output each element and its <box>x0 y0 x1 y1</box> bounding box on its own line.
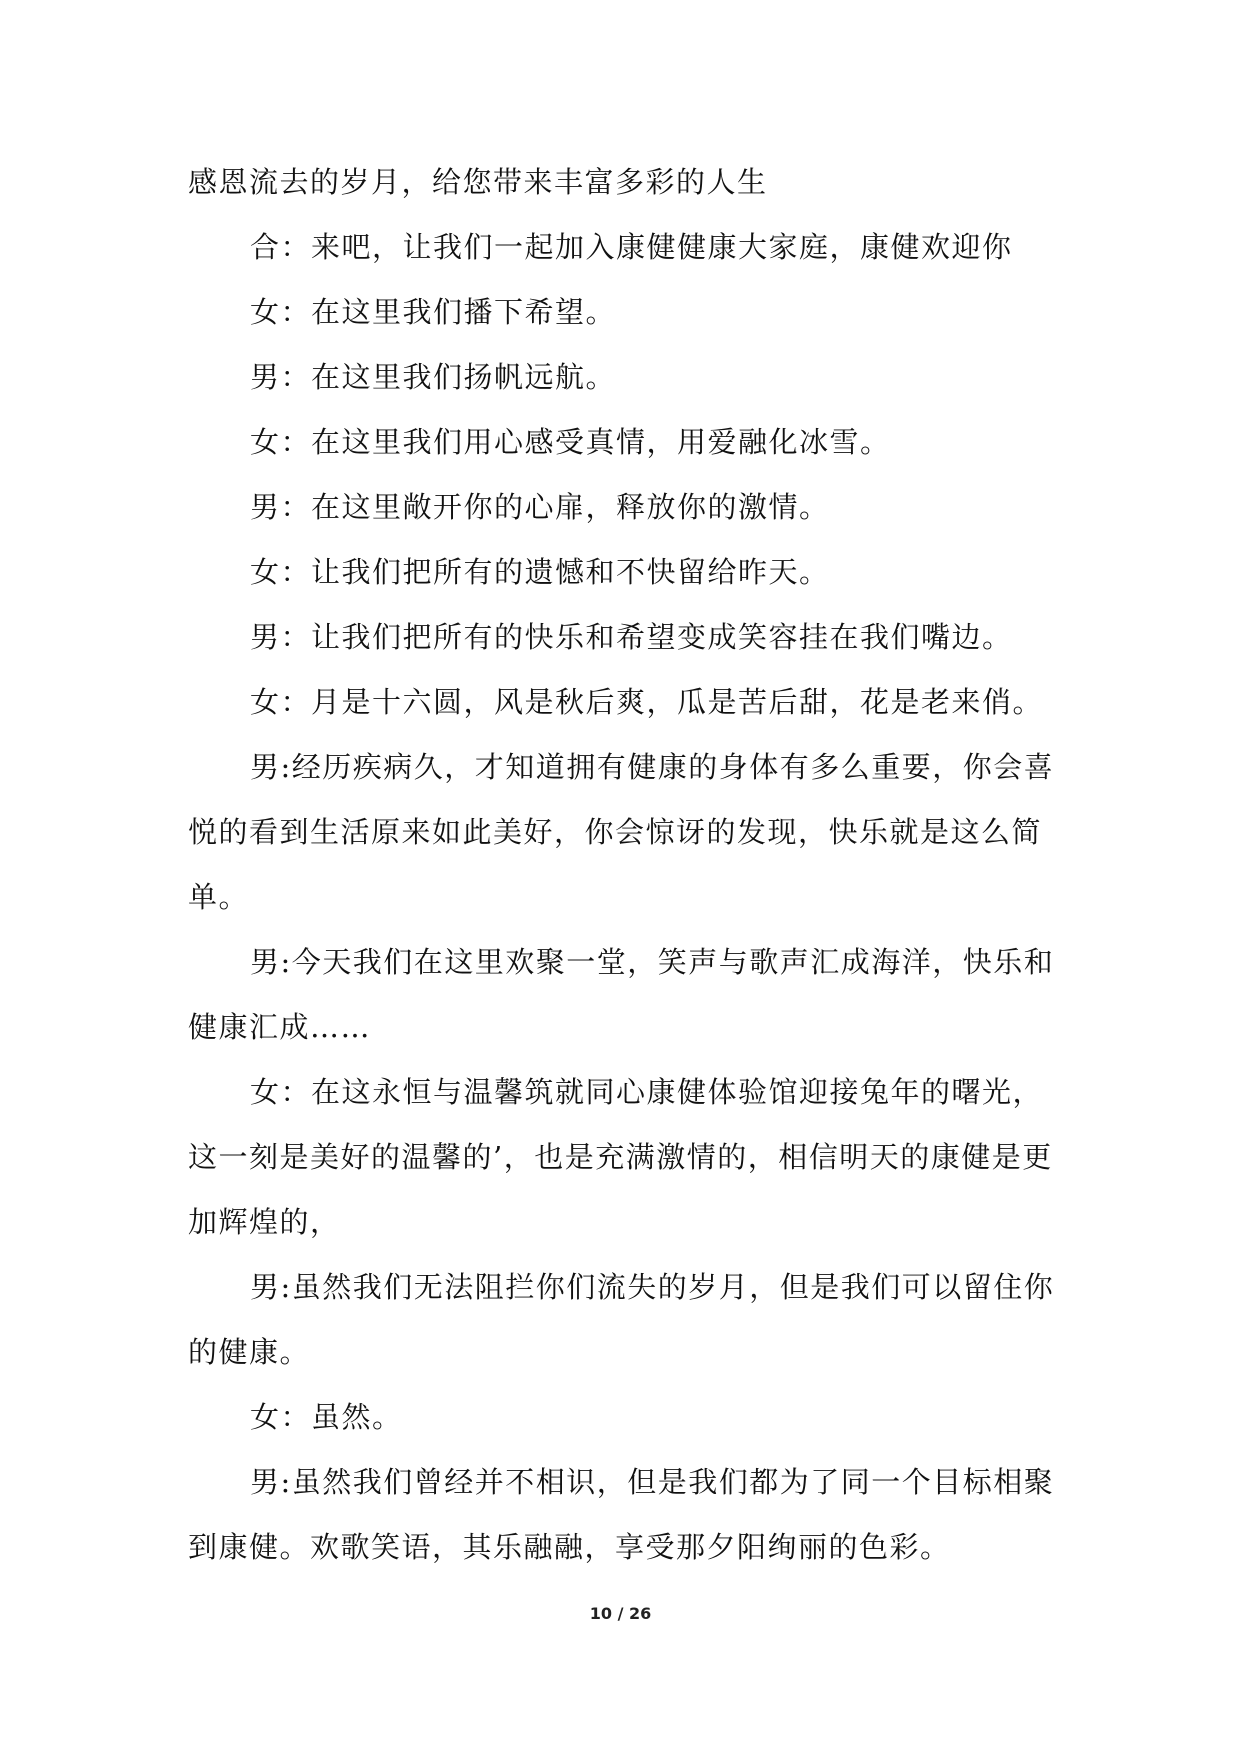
paragraph: 男:今天我们在这里欢聚一堂，笑声与歌声汇成海洋，快乐和健康汇成…… <box>188 945 1055 1044</box>
paragraph: 感恩流去的岁月，给您带来丰富多彩的人生 <box>188 165 768 199</box>
paragraph: 女：虽然。 <box>250 1400 403 1434</box>
paragraph: 女：在这里我们用心感受真情，用爱融化冰雪。 <box>250 425 891 459</box>
paragraph: 女：让我们把所有的遗憾和不快留给昨天。 <box>250 555 830 589</box>
paragraph: 男：在这里敞开你的心扉，释放你的激情。 <box>250 490 830 524</box>
document-body <box>188 150 1068 1580</box>
paragraph: 男:虽然我们曾经并不相识，但是我们都为了同一个目标相聚到康健。欢歌笑语，其乐融融，享受那夕阳绚丽的色彩。 <box>188 1465 1055 1564</box>
paragraph: 男：在这里我们扬帆远航。 <box>250 360 617 394</box>
paragraph: 女：在这里我们播下希望。 <box>250 295 617 329</box>
paragraph: 女：月是十六圆，风是秋后爽，瓜是苦后甜，花是老来俏。 <box>250 685 1044 719</box>
paragraph: 合：来吧，让我们一起加入康健健康大家庭，康健欢迎你 <box>250 230 1013 264</box>
paragraph: 男:虽然我们无法阻拦你们流失的岁月，但是我们可以留住你的健康。 <box>188 1270 1055 1369</box>
paragraph: 男:经历疾病久，才知道拥有健康的身体有多么重要，你会喜悦的看到生活原来如此美好，你会惊讶的发现，快乐就是这么简单。 <box>188 750 1055 914</box>
paragraph: 女：在这永恒与温馨筑就同心康健体验馆迎接兔年的曙光，这一刻是美好的温馨的’，也是充满激情的，相信明天的康健是更加辉煌的， <box>188 1075 1053 1239</box>
paragraph: 男：让我们把所有的快乐和希望变成笑容挂在我们嘴边。 <box>250 620 1013 654</box>
page-number: 10 / 26 <box>589 1604 652 1623</box>
